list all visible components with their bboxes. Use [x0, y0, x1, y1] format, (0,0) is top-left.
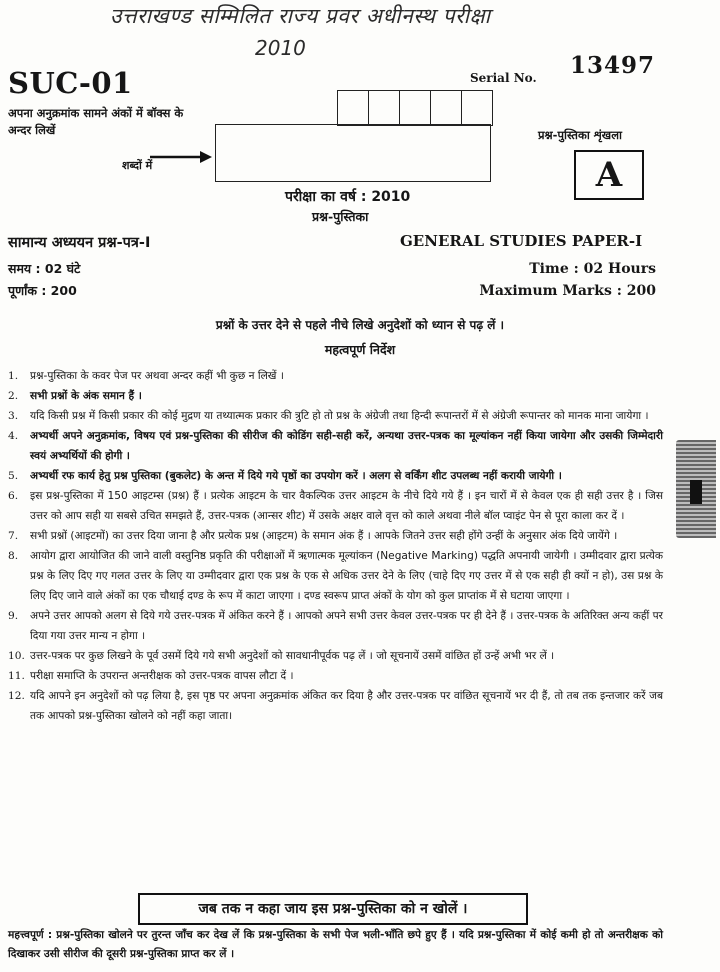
booklet-label: प्रश्न-पुस्तिका: [312, 209, 369, 224]
time-english: Time : 02 Hours: [529, 261, 656, 277]
item-text: प्रश्न-पुस्तिका के कवर पेज पर अथवा अन्दर कहीं भी कुछ न लिखें ।: [30, 370, 284, 382]
digit-box[interactable]: [400, 91, 431, 125]
series-value: A: [574, 150, 644, 200]
item-number: 11.: [8, 670, 25, 682]
item-number: 10.: [8, 650, 25, 662]
handwritten-year: 2010: [255, 36, 306, 60]
roll-number-digit-boxes[interactable]: [337, 90, 493, 126]
exam-year: परीक्षा का वर्ष : 2010: [285, 189, 411, 205]
list-item: [8, 546, 663, 606]
arrow-right-icon: [150, 150, 212, 164]
item-number: 7.: [8, 530, 19, 542]
serial-label: Serial No.: [470, 71, 537, 85]
item-text: यदि आपने इन अनुदेशों को पढ़ लिया है, इस पृष्ठ पर अपना अनुक्रमांक अंकित कर दिया है और उत्तर-पत्रक पर वांछित सूचनायें भर दी हैं, तो तब तक इन्तजार करें जब तक आपको प्रश्न-पुस्तिका खोलने को नहीं कहा जाता।: [30, 690, 663, 722]
item-number: 6.: [8, 490, 19, 502]
item-number: 2.: [8, 390, 19, 402]
subject-hindi: सामान्य अध्ययन प्रश्न-पत्र-I: [8, 235, 151, 251]
list-item: [8, 386, 663, 406]
list-item: [8, 646, 663, 666]
item-text: सभी प्रश्नों (आइटमों) का उत्तर दिया जाना है और प्रत्येक प्रश्न (आइटम) के समान अंक हैं । आपके जितने उत्तर सही होंगे उन्हीं के अनुसार अंक दिये जायेंगे ।: [30, 530, 618, 542]
item-number: 5.: [8, 470, 19, 482]
digit-box[interactable]: [338, 91, 369, 125]
marks-hindi: पूर्णांक : 200: [8, 283, 77, 298]
roll-number-instruction: अपना अनुक्रमांक सामने अंकों में बॉक्स के अन्दर लिखें: [8, 106, 184, 137]
instructions-list: [8, 366, 663, 726]
pre-instruction-note: प्रश्नों के उत्तर देने से पहले नीचे लिखे अनुदेशों को ध्यान से पढ़ लें ।: [215, 318, 505, 332]
item-number: 1.: [8, 370, 19, 382]
item-text: यदि किसी प्रश्न में किसी प्रकार की कोई मुद्रण या तथ्यात्मक प्रकार की त्रुटि हो तो प्रश्न के अंग्रेजी तथा हिन्दी रूपान्तरों में से अंग्रेजी रूपान्तर को मानक माना जायेगा ।: [30, 410, 649, 422]
list-item: [8, 526, 663, 546]
do-not-open-notice: जब तक न कहा जाय इस प्रश्न-पुस्तिका को न खोलें ।: [138, 893, 528, 925]
digit-box[interactable]: [369, 91, 400, 125]
series-label: प्रश्न-पुस्तिका शृंखला: [538, 128, 622, 142]
handwritten-title: उत्तराखण्ड सम्मिलित राज्य प्रवर अधीनस्थ परीक्षा: [110, 4, 491, 28]
list-item: [8, 406, 663, 426]
item-number: 3.: [8, 410, 19, 422]
item-text: इस प्रश्न-पुस्तिका में 150 आइटम्स (प्रश्न) हैं । प्रत्येक आइटम के चार वैकल्पिक उत्तर आइटम के नीचे दिये गये हैं । इन चारों में से केवल एक ही सही उत्तर है । जिस उत्तर को आप सही या सबसे उचित समझते हैं, उत्तर-पत्रक (आन्सर शीट) में उसके अक्षर वाले वृत्त को काले अथवा नीले बॉल प्वाइंट पेन से पूरा काला कर दें ।: [30, 490, 663, 522]
list-item: [8, 606, 663, 646]
item-number: 4.: [8, 430, 19, 442]
item-number: 12.: [8, 690, 25, 702]
list-item: [8, 426, 663, 466]
digit-box[interactable]: [462, 91, 492, 125]
list-item: [8, 486, 663, 526]
item-number: 8.: [8, 550, 19, 562]
paper-code: SUC-01: [8, 66, 133, 100]
item-text: सभी प्रश्नों के अंक समान हैं ।: [30, 390, 142, 402]
roll-number-words-box[interactable]: [215, 124, 491, 182]
item-number: 9.: [8, 610, 19, 622]
list-item: [8, 366, 663, 386]
in-words-label: शब्दों में: [122, 159, 153, 172]
digit-box[interactable]: [431, 91, 462, 125]
marks-english: Maximum Marks : 200: [479, 283, 656, 299]
list-item: [8, 666, 663, 686]
item-text: अभ्यर्थी रफ कार्य हेतु प्रश्न पुस्तिका (बुकलेट) के अन्त में दिये गये पृष्ठों का उपयोग करें । अलग से वर्किंग शीट उपलब्ध नहीं करायी जायेगी ।: [30, 470, 562, 482]
item-text: अभ्यर्थी अपने अनुक्रमांक, विषय एवं प्रश्न-पुस्तिका की सीरीज की कोडिंग सही-सही करें, अन्यथा उत्तर-पत्रक का मूल्यांकन नहीं किया जायेगा और उसकी जिम्मेदारी स्वयं अभ्यर्थियों की होगी ।: [30, 430, 663, 462]
item-text: आयोग द्वारा आयोजित की जाने वाली वस्तुनिष्ठ प्रकृति की परीक्षाओं में ऋणात्मक मूल्यांकन (Negative Marking) पद्धति अपनायी जायेगी । उम्मीदवार द्वारा प्रत्येक प्रश्न के लिए दिए गए गलत उत्तर के लिए या उम्मीदवार द्वारा एक प्रश्न के एक से अधिक उत्तर देने के लिए (चाहे दिए गए उत्तर में से एक सही ही क्यों न हो), उस प्रश्न के लिए दिए जाने वाले अंकों का एक चौथाई दण्ड के रूप में काटा जाएगा । दण्ड स्वरूप प्राप्त अंकों के योग को कुल प्राप्तांक में से घटाया जाएगा ।: [30, 550, 663, 602]
list-item: [8, 686, 663, 726]
time-hindi: समय : 02 घंटे: [8, 261, 81, 276]
item-text: अपने उत्तर आपको अलग से दिये गये उत्तर-पत्रक में अंकित करने हैं । आपको अपने सभी उत्तर केवल उत्तर-पत्रक पर ही देने हैं । उत्तर-पत्रक के अतिरिक्त अन्य कहीं पर दिया गया उत्तर मान्य न होगा ।: [30, 610, 663, 642]
serial-number: 13497: [570, 52, 656, 79]
item-text: उत्तर-पत्रक पर कुछ लिखने के पूर्व उसमें दिये गये सभी अनुदेशों को सावधानीपूर्वक पढ़ लें । जो सूचनायें उसमें वांछित हों उन्हें अभी भर लें ।: [30, 650, 555, 662]
side-index-tab: [676, 440, 716, 538]
instructions-heading: महत्वपूर्ण निर्देश: [324, 342, 396, 357]
list-item: [8, 466, 663, 486]
item-text: परीक्षा समाप्ति के उपरान्त अन्तरीक्षक को उत्तर-पत्रक वापस लौटा दें ।: [30, 670, 294, 682]
tab-mark: [690, 480, 702, 504]
subject-english: GENERAL STUDIES PAPER-I: [400, 232, 643, 250]
footer-note: महत्त्वपूर्ण : प्रश्न-पुस्तिका खोलने पर तुरन्त जाँच कर देख लें कि प्रश्न-पुस्तिका के सभी पेज भली-भाँति छपे हुए हैं । यदि प्रश्न-पुस्तिका में कोई कमी हो तो अन्तरीक्षक को दिखाकर उसी सीरीज की दूसरी प्रश्न-पुस्तिका प्राप्त कर लें ।: [8, 929, 663, 960]
